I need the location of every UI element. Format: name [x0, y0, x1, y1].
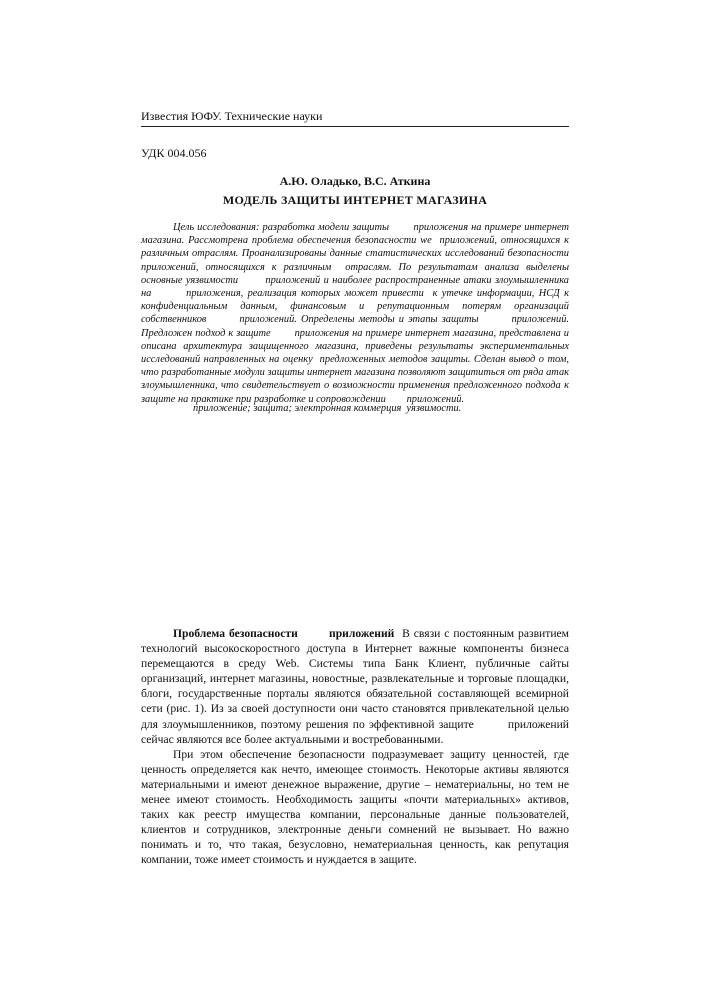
paragraph-1-text: В связи с постоянным развитием технологий высокоскоростного доступа в Интернет важные компоненты бизнеса перемещаются в среду Web. Системы типа Банк Клиент, публичные сайты организаций, интернет магазины, новостные, развлекательные и торговые площадки, блоги, государственные порталы являются обязательной составляющей всемирной сети (рис. 1). Из за своей доступности они часто становятся привлекательной целью для злоумышленников, поэтому решения по эффективной защите приложений сейчас являются все более актуальными и востребованными. — [141, 627, 572, 746]
body-paragraph — [141, 626, 572, 747]
udk-code: УДК 004.056 — [141, 146, 207, 160]
abstract — [141, 221, 590, 406]
keywords: приложение; защита; электронная коммерция уязвимости. — [193, 403, 462, 414]
article-title: МОДЕЛЬ ЗАЩИТЫ ИНТЕРНЕТ МАГАЗИНА — [222, 193, 488, 207]
section-heading: Проблема безопасности приложений — [173, 627, 395, 640]
abstract-text: Цель исследования: разработка модели защиты приложения на примере интернет магазина. Рассмотрена проблема обеспечения безопасности we приложений, относящихся к различным отраслям. Проанализированы данные статистических исследований безопасности приложений, относящихся к различным отраслям. По результатам анализа выделены основные уязвимости приложений и наиболее распространенные атаки злоумышленника на приложения, реализация которых может привести к утечке информации, НСД к конфиденциальным данным, финансовым и репутационным потерям организаций собственников приложений. Определены методы и этапы защиты приложений. Предложен подход к защите приложения на примере интернет магазина, представлена и описана архитектура защищенного магазина, приведены результаты экспериментальных исследований направленных на оценку предложенных методов защиты. Сделан вывод о том, что разработанные модули защиты интернет магазина позволяют защититься от ряда атак злоумышленника, что свидетельствует о возможности применения предложенного подхода к защите на практике при разработке и сопровождении приложений. — [141, 222, 590, 405]
body-paragraph: При этом обеспечение безопасности подразумевает защиту ценностей, где ценность определяется как нечто, имеющее стоимость. Некоторые активы являются материальными и имеют денежное выражение, другие – нематериальны, но тем не менее имеют стоимость. Необходимость защиты «почти материальных» активов, таких как реестр имущества компании, персональные данные пользователей, клиентов и сотрудников, электронные деньги сомнений не вызывает. Но важно понимать и то, что такая, безусловно, нематериальная ценность, как репутация компании, тоже имеет стоимость и нуждается в защите. — [141, 747, 569, 867]
authors: А.Ю. Оладько, В.С. Аткина — [279, 174, 431, 188]
running-head: Известия ЮФУ. Технические науки — [141, 108, 569, 127]
body-text — [141, 626, 572, 868]
